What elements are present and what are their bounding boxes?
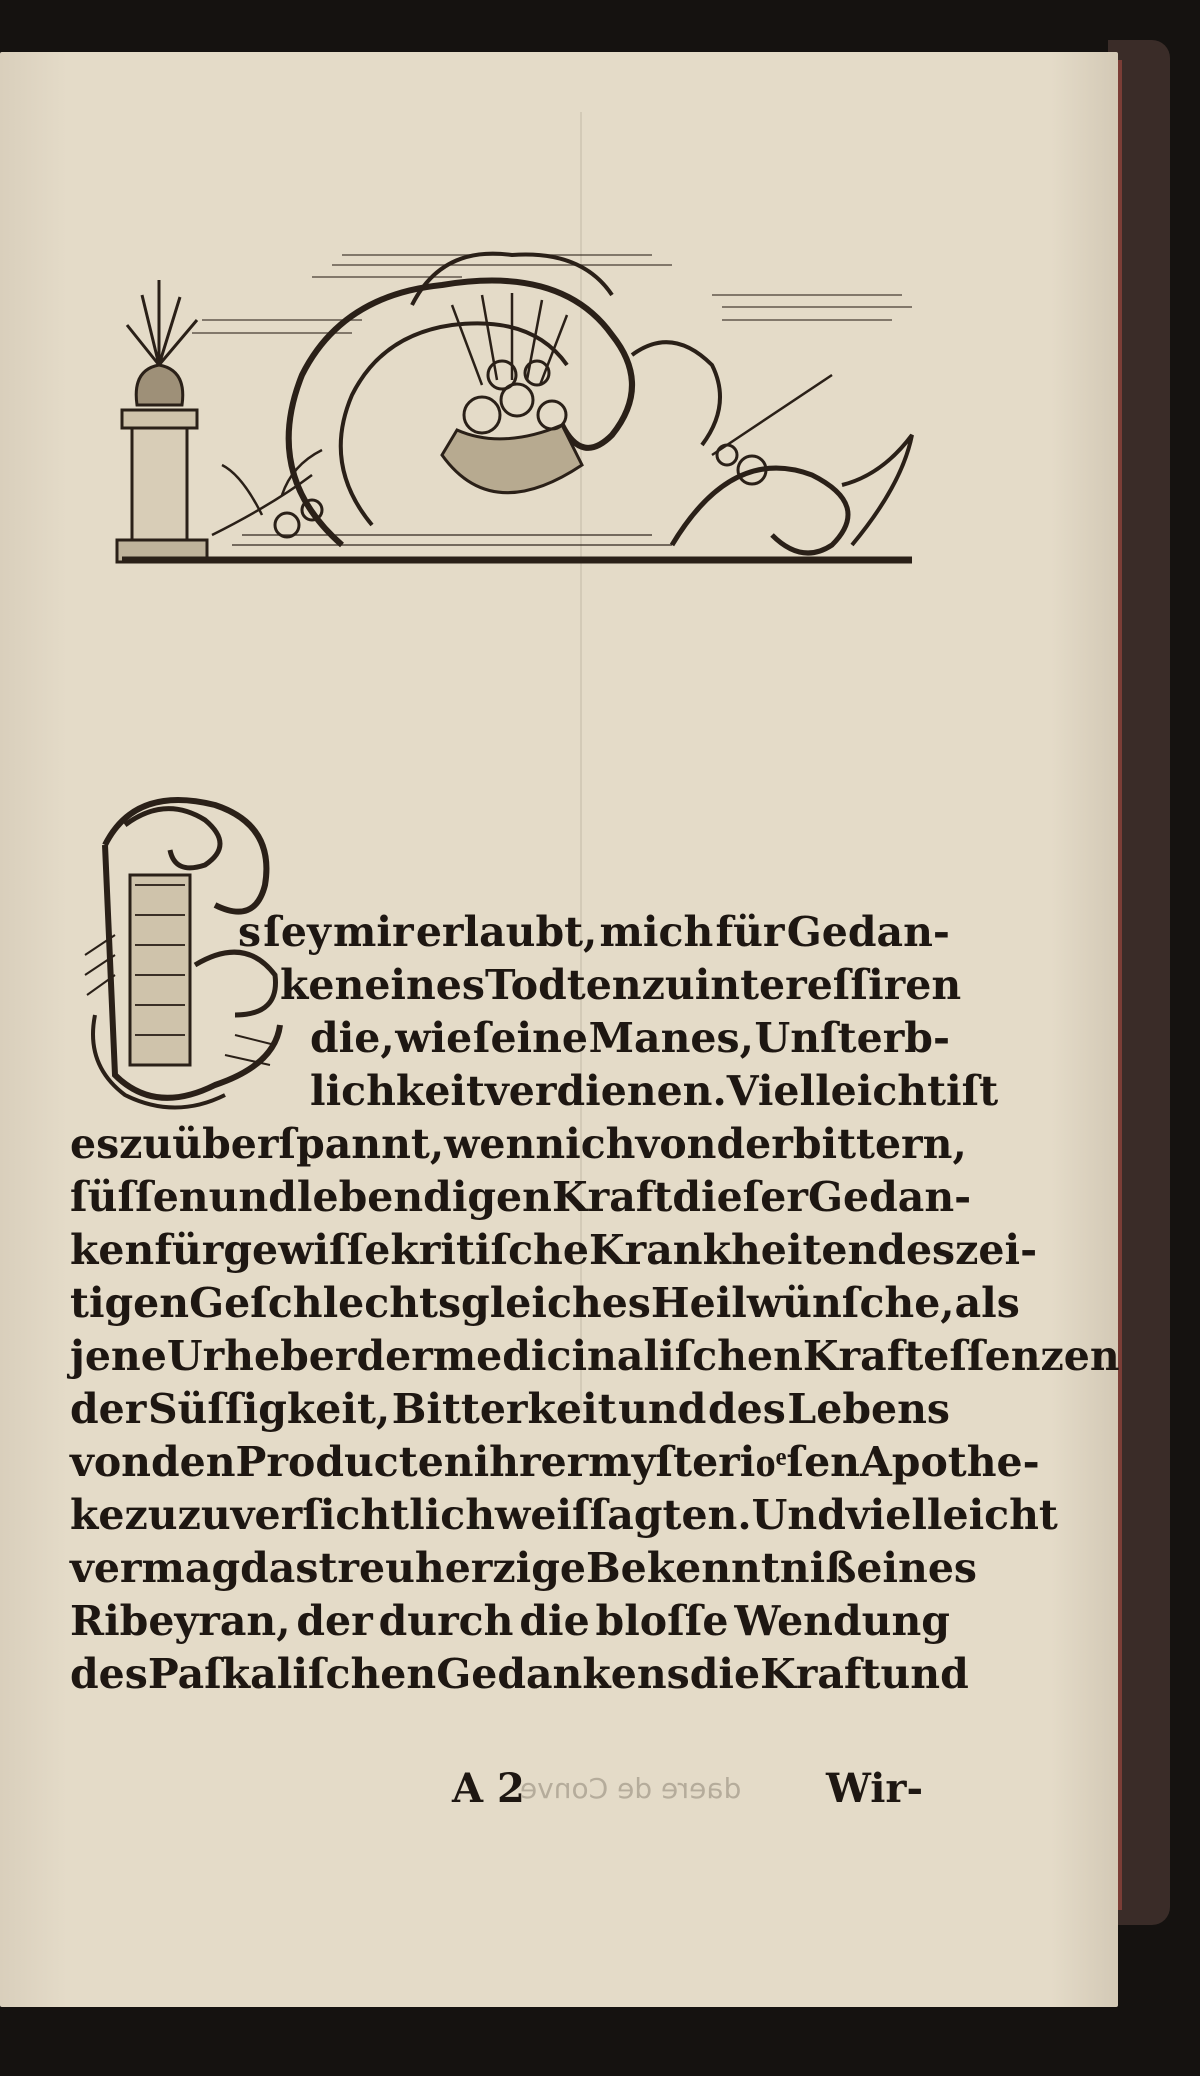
text-line: des Paſkaliſchen Gedankens die Kraft und — [70, 1650, 969, 1698]
text-line: ken eines Todten zu intereſſiren — [280, 961, 962, 1009]
text-line: jene Urheber der medicinaliſchen Krafteſſenzen — [70, 1332, 1120, 1380]
signature-mark: A 2 — [452, 1765, 525, 1812]
text-line: von den Producten ihrer myſterioͤſen Apothe- — [70, 1438, 1040, 1486]
text-line: tigen Geſchlechts gleiches Heil wünſche, als — [70, 1279, 1020, 1327]
text-line: vermag das treuherzige Bekenntniß eines — [70, 1544, 977, 1592]
text-line: ſüſſen und lebendigen Kraft dieſer Gedan- — [70, 1173, 972, 1221]
text-line: ken für gewiſſe kritiſche Krankheiten des zei- — [70, 1226, 1038, 1274]
text-line: lichkeit verdienen. Vielleicht iſt — [310, 1067, 999, 1115]
catchword: Wir- — [826, 1765, 924, 1812]
text-line: die, wie ſeine Manes, Unſterb- — [310, 1014, 950, 1062]
bleed-through-text: daere de Conve — [520, 1772, 742, 1805]
text-line: der Süſſigkeit, Bitterkeit und des Lebens — [70, 1385, 950, 1433]
rococo-vignette-icon — [112, 225, 922, 580]
text-line: es zu überſpannt, wenn ich von der bittern, — [70, 1120, 967, 1168]
text-line: Ribeyran, der durch die bloſſe Wendung — [70, 1597, 950, 1645]
text-line: ke zu zuverſichtlich weiſſagten. Und vielleicht — [70, 1491, 1058, 1539]
text-line: s ſey mir erlaubt, mich für Gedan- — [238, 908, 950, 956]
